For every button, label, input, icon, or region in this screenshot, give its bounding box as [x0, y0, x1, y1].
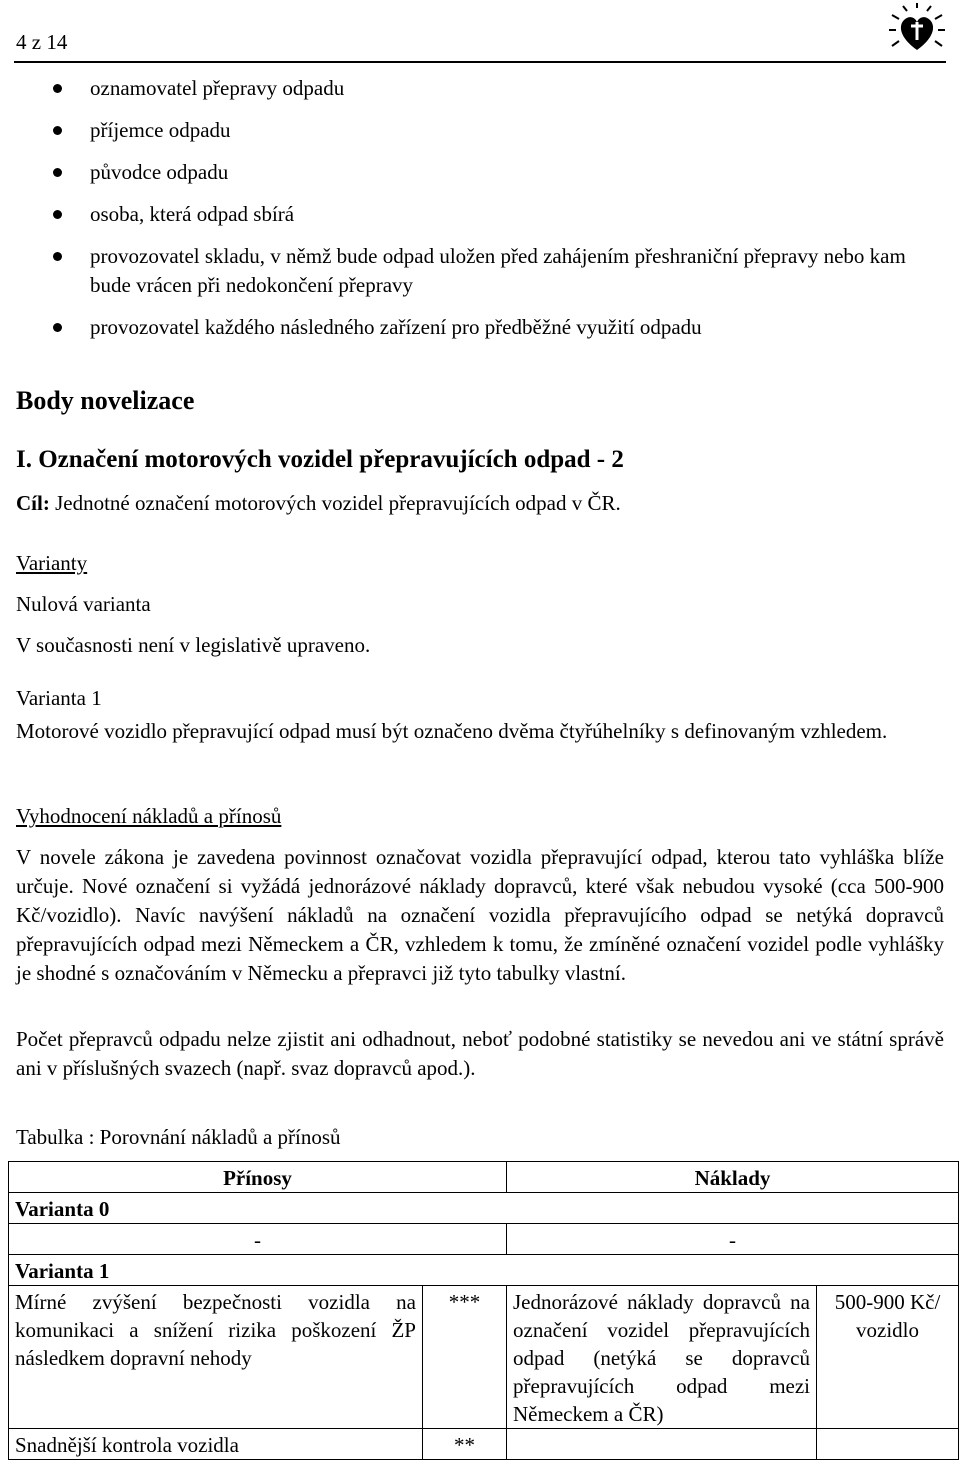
section-title: Body novelizace: [16, 386, 195, 415]
page-number: 4 z 14: [16, 30, 68, 54]
variant1-text: Motorové vozidlo přepravující odpad musí být označeno dvěma čtyřúhelníky s definovaným vzhledem.: [16, 719, 888, 743]
table-row: [9, 1429, 959, 1460]
list-item: oznamovatel přepravy odpadu: [0, 74, 950, 103]
zero-variant-text: V současnosti není v legislativě upraveno.: [16, 633, 371, 657]
point-title: I. Označení motorových vozidel přepravujících odpad - 2: [16, 446, 624, 473]
list-item: osoba, která odpad sbírá: [0, 200, 950, 229]
goal-label: Cíl:: [16, 491, 50, 515]
table-row: [9, 1193, 959, 1224]
table-row: [9, 1286, 959, 1429]
benefit-cell: Snadnější kontrola vozidla: [9, 1429, 423, 1460]
variant0-cost: -: [507, 1224, 959, 1255]
rating-cell: ***: [423, 1286, 507, 1429]
table-caption: Tabulka : Porovnání nákladů a přínosů: [16, 1125, 341, 1149]
variants-heading: Varianty: [16, 551, 88, 575]
evaluation-paragraph-1: V novele zákona je zavedena povinnost označovat vozidla přepravující odpad, kterou tato vyhláška blíže určuje. Nové označení si vyžádá jednorázové náklady dopravců, které však nebudou vysoké (cca 500-900 Kč/vozidlo). Navíc navýšení nákladů na označení vozidla přepravujícího odpad se netýká dopravců přepravujících odpad mezi Německem a ČR, vzhledem k tomu, že zmíněné označení vozidel podle vyhlášky je shodné s označováním v Německu a přepravci již tyto tabulky vlastní.: [16, 845, 944, 985]
benefits-header: Přínosy: [9, 1162, 507, 1193]
evaluation-heading: Vyhodnocení nákladů a přínosů: [16, 804, 282, 828]
table-row: [9, 1162, 959, 1193]
evaluation-paragraph-2: Počet přepravců odpadu nelze zjistit ani odhadnout, neboť podobné statistiky se nevedou ani ve státní správě ani v příslušných svazech (např. svaz dopravců apod.).: [16, 1027, 944, 1080]
rating-cell: **: [423, 1429, 507, 1460]
amount-cell: 500-900 Kč/ vozidlo: [817, 1286, 959, 1429]
benefit-cell: Mírné zvýšení bezpečnosti vozidla na komunikaci a snížení rizika poškození ŽP následkem dopravní nehody: [9, 1286, 423, 1429]
list-item: příjemce odpadu: [0, 116, 950, 145]
variant1-label: Varianta 1: [9, 1255, 959, 1286]
amount-cell: [817, 1429, 959, 1460]
heart-logo-icon: [888, 2, 946, 58]
cost-cell: Jednorázové náklady dopravců na označení vozidel přepravujících odpad (netýká se dopravců přepravujících odpad mezi Německem a ČR): [507, 1286, 817, 1429]
zero-variant-title: Nulová varianta: [16, 592, 151, 616]
goal-line: [16, 489, 944, 518]
variant0-benefit: -: [9, 1224, 507, 1255]
list-item: původce odpadu: [0, 158, 950, 187]
variant0-label: Varianta 0: [9, 1193, 959, 1224]
table-row: [9, 1255, 959, 1286]
costs-header: Náklady: [507, 1162, 959, 1193]
list-item: provozovatel každého následného zařízení pro předběžné využití odpadu: [0, 313, 950, 342]
variant1-title: Varianta 1: [16, 686, 102, 710]
bullet-list: [0, 74, 960, 355]
cost-cell: [507, 1429, 817, 1460]
list-item: provozovatel skladu, v němž bude odpad uložen před zahájením přeshraniční přepravy nebo kam bude vrácen při nedokončení přepravy: [0, 242, 950, 300]
goal-text: Jednotné označení motorových vozidel přepravujících odpad v ČR.: [49, 491, 621, 515]
comparison-table: [8, 1161, 959, 1460]
header-rule: [14, 61, 946, 63]
table-row: [9, 1224, 959, 1255]
